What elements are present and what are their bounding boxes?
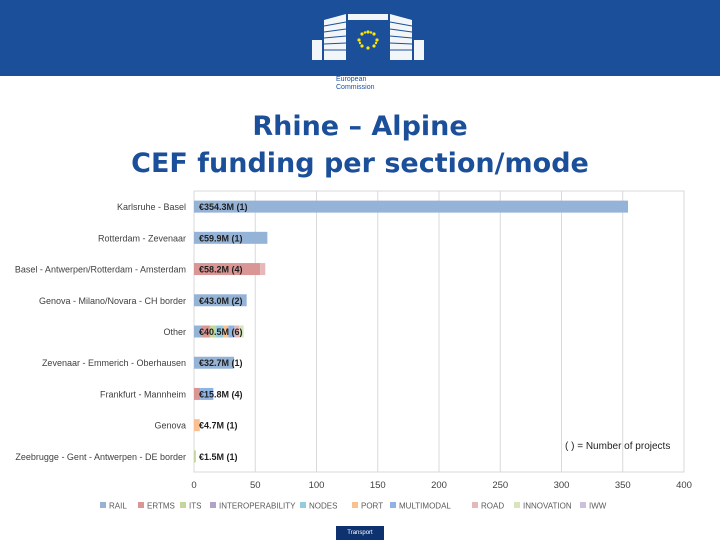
legend-label: MULTIMODAL [399,501,451,511]
bar-segment-road [260,263,265,275]
legend-label: INTEROPERABILITY [219,501,296,511]
legend-swatch [390,502,396,508]
bar-segment-its [194,450,196,462]
legend-swatch [210,502,216,508]
legend-swatch [100,502,106,508]
bar-data-label: €58.2M (4) [199,264,243,275]
footer-label: Transport [336,526,384,540]
bar-data-label: €43.0M (2) [199,295,243,306]
legend-swatch [300,502,306,508]
y-category-label: Basel - Antwerpen/Rotterdam - Amsterdam [14,264,186,275]
org-name-line1: European [336,76,367,83]
bar-segment-rail [194,201,628,213]
bar-data-label: €4.7M (1) [199,420,238,431]
legend-swatch [514,502,520,508]
bar-data-label: €15.8M (4) [199,389,243,400]
x-tick-label: 50 [249,480,261,491]
y-category-label: Frankfurt - Mannheim [99,389,186,400]
legend-label: INNOVATION [523,501,572,511]
x-tick-label: 200 [431,480,447,491]
y-category-label: Genova [154,420,186,431]
x-tick-label: 400 [676,480,692,491]
x-tick-label: 150 [369,480,386,491]
chart-legend [0,498,720,512]
bar-data-label: €1.5M (1) [199,451,238,462]
bar-data-label: €40.5M (6) [199,327,243,337]
org-name-line2: Commission [336,84,375,91]
y-category-label: Genova - Milano/Novara - CH border [38,295,186,306]
legend-swatch [352,502,358,508]
title-line1: Rhine – Alpine [252,111,468,142]
y-category-label: Zevenaar - Emmerich - Oberhausen [41,358,186,369]
legend-label: PORT [361,501,384,511]
y-category-label: Zeebrugge - Gent - Antwerpen - DE border [15,451,186,462]
y-category-label: Karlsruhe - Basel [116,202,186,213]
bar-data-label: €32.7M (1) [199,358,243,369]
page-title [0,108,720,182]
y-category-label: Rotterdam - Zevenaar [97,233,186,244]
x-tick-label: 0 [191,480,197,491]
legend-label: RAIL [109,501,127,511]
legend-label: ITS [189,501,202,511]
legend-swatch [580,502,586,508]
legend-swatch [472,502,478,508]
org-name [336,76,375,92]
funding-bar-chart [0,185,720,515]
x-tick-label: 350 [614,480,631,491]
bar-data-label: €59.9M (1) [199,233,243,244]
legend-swatch [180,502,186,508]
legend-label: ERTMS [147,501,175,511]
title-line2: CEF funding per section/mode [131,148,589,179]
legend-label: ROAD [481,501,505,511]
chart-annotation: ( ) = Number of projects [565,441,671,452]
legend-label: IWW [589,501,607,511]
x-tick-label: 250 [492,480,509,491]
bar-data-label: €354.3M (1) [199,202,248,213]
legend-label: NODES [309,501,338,511]
x-tick-label: 100 [308,480,325,491]
legend-swatch [138,502,144,508]
x-tick-label: 300 [553,480,570,491]
y-category-label: Other [163,327,186,337]
